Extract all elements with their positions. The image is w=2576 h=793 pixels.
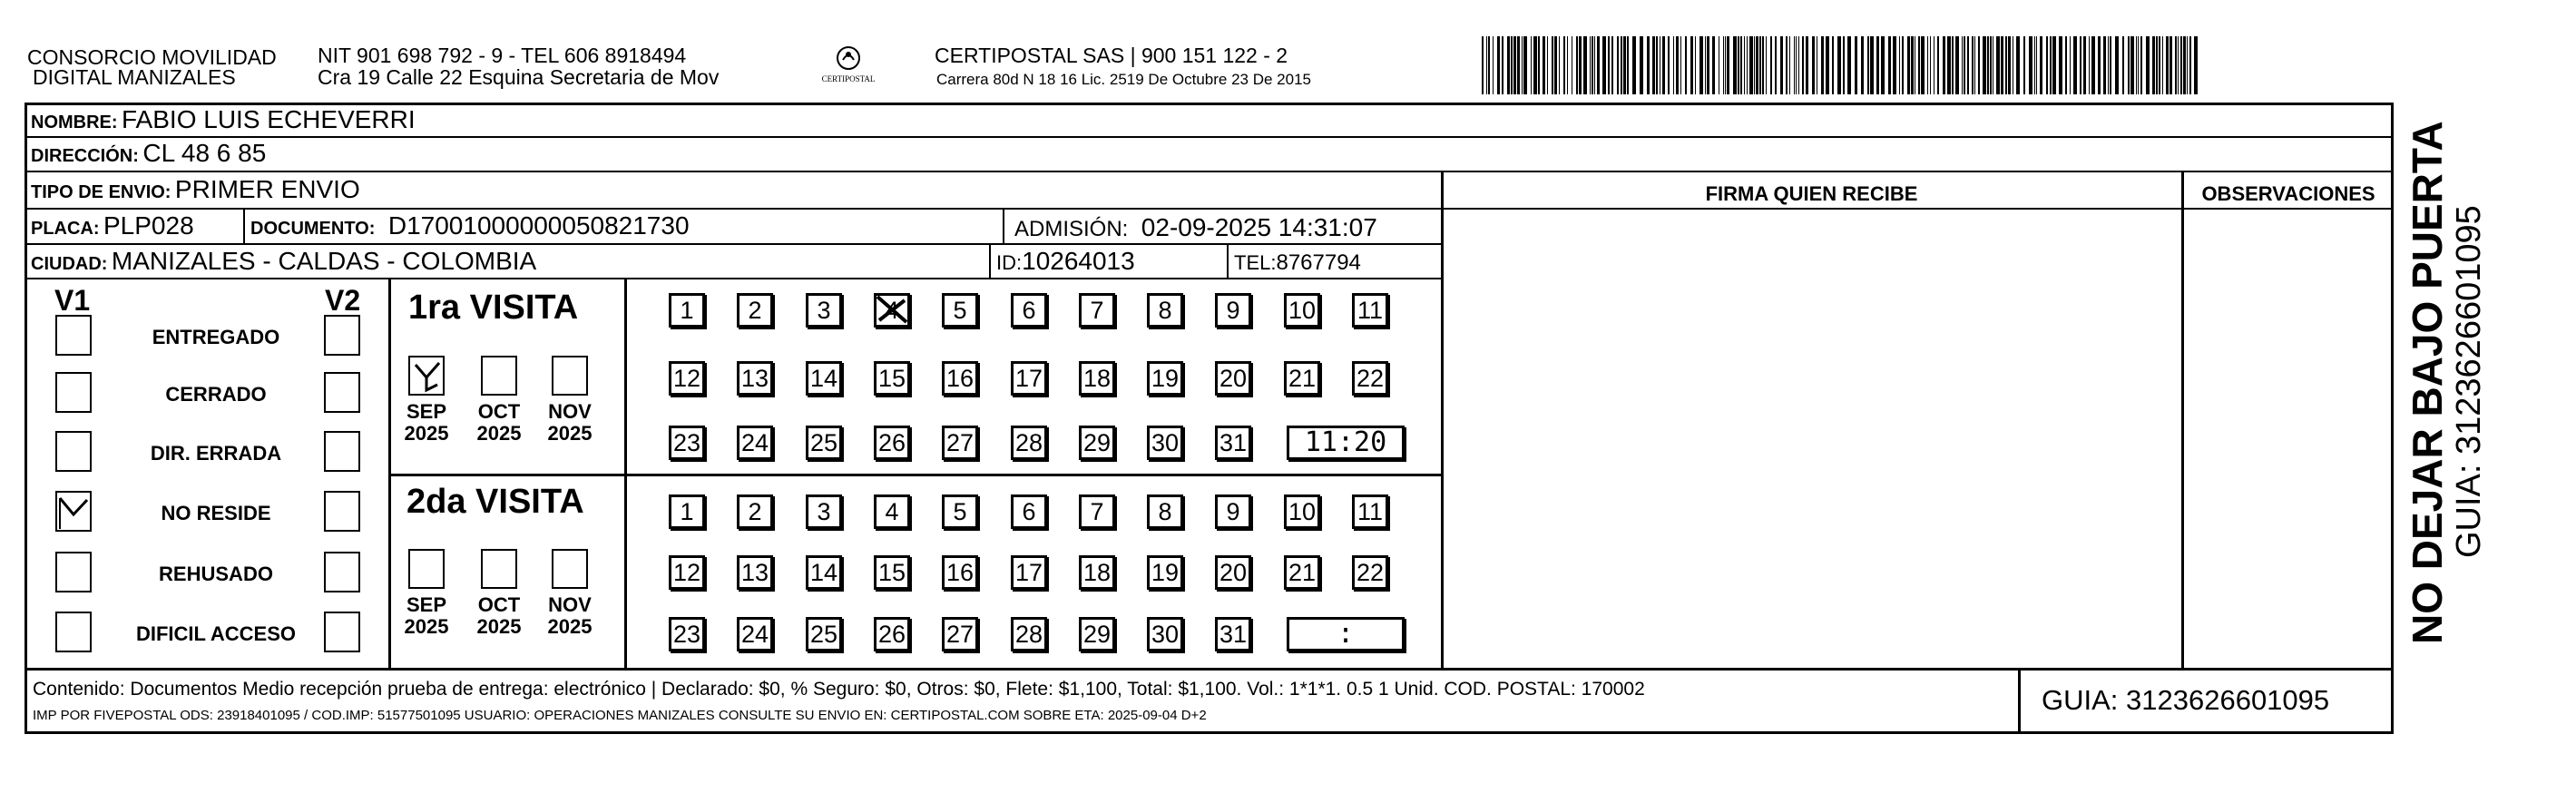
second-day-label: 1 bbox=[680, 498, 694, 525]
status-label-3: NO RESIDE bbox=[161, 502, 271, 524]
first-day-17[interactable] bbox=[1011, 361, 1047, 396]
second-day-label: 25 bbox=[809, 621, 838, 648]
placa-field bbox=[31, 211, 194, 240]
status-panel bbox=[25, 279, 388, 668]
first-day-label: 1 bbox=[680, 297, 694, 324]
logo-text: CERTIPOSTAL bbox=[821, 74, 876, 83]
first-day-label: 12 bbox=[672, 365, 701, 392]
second-month-checkbox-1[interactable] bbox=[481, 549, 517, 589]
first-day-label: 2 bbox=[748, 297, 762, 324]
first-day-9[interactable] bbox=[1215, 293, 1251, 328]
second-day-label: 17 bbox=[1014, 559, 1043, 586]
second-month-label-0 bbox=[399, 594, 454, 638]
first-day-21[interactable] bbox=[1284, 361, 1320, 396]
first-month-year-1: 2025 bbox=[476, 422, 522, 445]
ciudad-label: CIUDAD: bbox=[31, 254, 108, 274]
first-month-checkbox-2[interactable] bbox=[552, 356, 588, 396]
second-day-label: 11 bbox=[1357, 498, 1384, 525]
nombre-row bbox=[31, 105, 416, 136]
second-month-name-0: SEP bbox=[406, 593, 447, 616]
second-day-3[interactable] bbox=[806, 494, 842, 529]
ciudad-field bbox=[31, 247, 536, 276]
first-day-label: 23 bbox=[672, 429, 701, 456]
first-day-label: 13 bbox=[740, 365, 769, 392]
first-day-label: 20 bbox=[1219, 365, 1248, 392]
tipo-label: TIPO DE ENVIO: bbox=[31, 182, 171, 202]
first-month-label-0 bbox=[399, 401, 454, 445]
documento-field bbox=[250, 211, 690, 240]
second-day-1[interactable] bbox=[669, 494, 705, 529]
tipo-row bbox=[31, 175, 360, 206]
second-day-23[interactable] bbox=[669, 617, 705, 651]
second-day-label: 21 bbox=[1288, 559, 1317, 586]
first-day-label: 8 bbox=[1158, 297, 1172, 324]
second-day-label: 24 bbox=[740, 621, 769, 648]
first-day-4[interactable] bbox=[874, 293, 910, 328]
second-day-label: 18 bbox=[1082, 559, 1112, 586]
tel-field bbox=[1234, 250, 1361, 276]
second-day-8[interactable] bbox=[1147, 494, 1183, 529]
first-day-label: 24 bbox=[740, 429, 769, 456]
first-month-label-2 bbox=[543, 401, 597, 445]
first-day-label: 9 bbox=[1226, 297, 1240, 324]
second-day-label: 31 bbox=[1219, 621, 1248, 648]
second-day-25[interactable] bbox=[806, 617, 842, 651]
second-day-label: 27 bbox=[945, 621, 975, 648]
second-day-19[interactable] bbox=[1147, 555, 1183, 590]
id-field bbox=[996, 247, 1135, 276]
second-day-10[interactable] bbox=[1284, 494, 1320, 529]
first-day-3[interactable] bbox=[806, 293, 842, 328]
placa-value: PLP028 bbox=[103, 211, 194, 240]
second-month-year-0: 2025 bbox=[404, 615, 449, 638]
second-day-label: 6 bbox=[1022, 498, 1036, 525]
second-day-17[interactable] bbox=[1011, 555, 1047, 590]
second-day-label: 30 bbox=[1151, 621, 1180, 648]
first-day-6[interactable] bbox=[1011, 293, 1047, 328]
first-day-label: 30 bbox=[1151, 429, 1180, 456]
second-day-label: 19 bbox=[1151, 559, 1180, 586]
id-value: 10264013 bbox=[1022, 247, 1135, 275]
first-day-28[interactable] bbox=[1011, 426, 1047, 460]
second-month-checkbox-0[interactable] bbox=[408, 549, 445, 589]
second-visit-title: 2da VISITA bbox=[406, 483, 584, 521]
second-day-21[interactable] bbox=[1284, 555, 1320, 590]
second-day-24[interactable] bbox=[737, 617, 773, 651]
second-day-31[interactable] bbox=[1215, 617, 1251, 651]
tel-label: TEL: bbox=[1234, 251, 1277, 274]
admision-value: 02-09-2025 14:31:07 bbox=[1141, 213, 1377, 241]
second-day-label: 9 bbox=[1226, 498, 1240, 525]
second-day-26[interactable] bbox=[874, 617, 910, 651]
first-day-26[interactable] bbox=[874, 426, 910, 460]
company-name-line2: DIGITAL MANIZALES bbox=[33, 65, 236, 89]
v2-checkbox-2[interactable] bbox=[324, 431, 360, 472]
second-month-label-1 bbox=[472, 594, 526, 638]
documento-value: D17001000000050821730 bbox=[387, 211, 690, 240]
company-address: Cra 19 Calle 22 Esquina Secretaria de Mov bbox=[318, 65, 720, 89]
first-month-name-0: SEP bbox=[406, 400, 447, 423]
second-month-year-1: 2025 bbox=[476, 615, 522, 638]
second-month-year-2: 2025 bbox=[547, 615, 593, 638]
first-visit-title: 1ra VISITA bbox=[408, 289, 579, 327]
first-month-name-2: NOV bbox=[548, 400, 592, 423]
second-month-label-2 bbox=[543, 594, 597, 638]
ciudad-value: MANIZALES - CALDAS - COLOMBIA bbox=[111, 247, 537, 275]
second-day-9[interactable] bbox=[1215, 494, 1251, 529]
v2-checkbox-0[interactable] bbox=[324, 315, 360, 356]
status-label-2: DIR. ERRADA bbox=[150, 442, 282, 465]
first-day-label: 6 bbox=[1022, 297, 1036, 324]
second-day-2[interactable] bbox=[737, 494, 773, 529]
first-day-label: 14 bbox=[809, 365, 838, 392]
second-day-7[interactable] bbox=[1079, 494, 1115, 529]
footer-imp: IMP POR FIVEPOSTAL ODS: 23918401095 / COD.IMP: 51577501095 USUARIO: OPERACIONES MANIZALES CONSULTE SU ENVIO EN: CERTIPOSTAL.COM SOBRE ETA: 2025-09-04 D+2 bbox=[33, 708, 1207, 723]
tipo-value: PRIMER ENVIO bbox=[174, 175, 360, 203]
first-day-label: 3 bbox=[817, 297, 831, 324]
status-label-1: CERRADO bbox=[165, 383, 267, 406]
second-day-22[interactable] bbox=[1352, 555, 1388, 590]
second-day-28[interactable] bbox=[1011, 617, 1047, 651]
first-day-27[interactable] bbox=[942, 426, 978, 460]
second-day-label: 16 bbox=[945, 559, 975, 586]
second-day-4[interactable] bbox=[874, 494, 910, 529]
first-day-label: 10 bbox=[1288, 297, 1317, 324]
footer-contenido: Contenido: Documentos Medio recepción prueba de entrega: electrónico | Declarado: $0, % Seguro: $0, Otros: $0, Flete: $1,100, Total: $1,100. Vol.: 1*1*1. 0.5 1 Unid. COD. POSTAL: 170002 bbox=[33, 679, 1645, 700]
direccion-row bbox=[31, 139, 266, 170]
first-day-1[interactable] bbox=[669, 293, 705, 328]
second-day-15[interactable] bbox=[874, 555, 910, 590]
second-day-label: 28 bbox=[1014, 621, 1043, 648]
status-label-5: DIFICIL ACCESO bbox=[135, 622, 296, 645]
documento-label: DOCUMENTO: bbox=[250, 219, 376, 239]
footer-guia: GUIA: 3123626601095 bbox=[2042, 684, 2330, 716]
v1-checkbox-4[interactable] bbox=[55, 552, 92, 592]
second-day-label: 8 bbox=[1158, 498, 1172, 525]
v2-checkbox-4[interactable] bbox=[324, 552, 360, 592]
first-visit-time[interactable]: 11:20 bbox=[1287, 426, 1405, 460]
first-day-25[interactable] bbox=[806, 426, 842, 460]
second-day-label: 13 bbox=[740, 559, 769, 586]
first-day-8[interactable] bbox=[1147, 293, 1183, 328]
first-day-label: 25 bbox=[809, 429, 838, 456]
second-month-name-2: NOV bbox=[548, 593, 592, 616]
second-day-label: 10 bbox=[1288, 498, 1317, 525]
direccion-label: DIRECCIÓN: bbox=[31, 146, 139, 166]
v2-checkbox-5[interactable] bbox=[324, 612, 360, 652]
first-month-label-1 bbox=[472, 401, 526, 445]
company-name-line1: CONSORCIO MOVILIDAD bbox=[27, 45, 277, 69]
first-day-label: 7 bbox=[1090, 297, 1104, 324]
first-day-label: 28 bbox=[1014, 429, 1043, 456]
side-guia: GUIA: 3123626601095 bbox=[2450, 205, 2488, 558]
firma-header: FIRMA QUIEN RECIBE bbox=[1705, 182, 1918, 205]
observaciones-header: OBSERVACIONES bbox=[2201, 182, 2375, 205]
second-day-20[interactable] bbox=[1215, 555, 1251, 590]
first-month-year-2: 2025 bbox=[547, 422, 593, 445]
v1-checkbox-1[interactable] bbox=[55, 372, 92, 413]
first-day-label: 11 bbox=[1357, 297, 1384, 324]
barcode bbox=[1482, 36, 2208, 94]
second-month-checkbox-2[interactable] bbox=[552, 549, 588, 589]
first-day-11[interactable] bbox=[1352, 293, 1388, 328]
first-day-19[interactable] bbox=[1147, 361, 1183, 396]
first-day-label: 18 bbox=[1082, 365, 1112, 392]
side-no-dejar: NO DEJAR BAJO PUERTA bbox=[2404, 121, 2451, 644]
second-month-name-1: OCT bbox=[477, 593, 521, 616]
first-day-15[interactable] bbox=[874, 361, 910, 396]
second-day-18[interactable] bbox=[1079, 555, 1115, 590]
first-day-label: 21 bbox=[1288, 365, 1317, 392]
v1-checkbox-2[interactable] bbox=[55, 431, 92, 472]
second-day-27[interactable] bbox=[942, 617, 978, 651]
first-day-label: 19 bbox=[1151, 365, 1180, 392]
first-day-20[interactable] bbox=[1215, 361, 1251, 396]
v2-checkbox-1[interactable] bbox=[324, 372, 360, 413]
second-day-13[interactable] bbox=[737, 555, 773, 590]
second-day-label: 26 bbox=[877, 621, 906, 648]
second-day-14[interactable] bbox=[806, 555, 842, 590]
first-day-5[interactable] bbox=[942, 293, 978, 328]
second-day-30[interactable] bbox=[1147, 617, 1183, 651]
first-day-label: 31 bbox=[1219, 429, 1248, 456]
first-day-29[interactable] bbox=[1079, 426, 1115, 460]
v1-checkbox-0[interactable] bbox=[55, 315, 92, 356]
first-day-24[interactable] bbox=[737, 426, 773, 460]
first-day-label: 17 bbox=[1014, 365, 1043, 392]
first-day-18[interactable] bbox=[1079, 361, 1115, 396]
first-day-12[interactable] bbox=[669, 361, 705, 396]
first-day-14[interactable] bbox=[806, 361, 842, 396]
second-day-label: 15 bbox=[877, 559, 906, 586]
first-month-name-1: OCT bbox=[477, 400, 521, 423]
first-day-13[interactable] bbox=[737, 361, 773, 396]
second-day-29[interactable] bbox=[1079, 617, 1115, 651]
second-day-label: 5 bbox=[953, 498, 967, 525]
second-day-label: 14 bbox=[809, 559, 838, 586]
certipostal-logo bbox=[817, 40, 880, 94]
second-day-11[interactable] bbox=[1352, 494, 1388, 529]
second-day-label: 23 bbox=[672, 621, 701, 648]
first-month-year-0: 2025 bbox=[404, 422, 449, 445]
first-day-23[interactable] bbox=[669, 426, 705, 460]
tel-value: 8767794 bbox=[1276, 250, 1361, 275]
first-day-label: 26 bbox=[877, 429, 906, 456]
first-month-checkbox-0[interactable] bbox=[408, 356, 445, 396]
second-day-label: 20 bbox=[1219, 559, 1248, 586]
first-day-10[interactable] bbox=[1284, 293, 1320, 328]
v2-header: V2 bbox=[325, 284, 361, 317]
second-day-label: 22 bbox=[1356, 559, 1385, 586]
first-day-label: 4 bbox=[885, 297, 899, 324]
first-day-22[interactable] bbox=[1352, 361, 1388, 396]
first-day-label: 16 bbox=[945, 365, 975, 392]
v2-checkbox-3[interactable] bbox=[324, 491, 360, 532]
second-day-label: 3 bbox=[817, 498, 831, 525]
second-day-label: 4 bbox=[885, 498, 899, 525]
v1-checkbox-3[interactable] bbox=[55, 491, 92, 532]
first-month-checkbox-1[interactable] bbox=[481, 356, 517, 396]
second-day-label: 12 bbox=[672, 559, 701, 586]
first-day-16[interactable] bbox=[942, 361, 978, 396]
second-day-12[interactable] bbox=[669, 555, 705, 590]
certipostal-license: Carrera 80d N 18 16 Lic. 2519 De Octubre 23 De 2015 bbox=[936, 71, 1311, 88]
direccion-value: CL 48 6 85 bbox=[142, 139, 267, 167]
v1-header: V1 bbox=[54, 284, 91, 317]
first-day-label: 5 bbox=[953, 297, 967, 324]
admision-field bbox=[1014, 213, 1377, 242]
second-day-5[interactable] bbox=[942, 494, 978, 529]
id-label: ID: bbox=[996, 251, 1023, 274]
second-day-label: 7 bbox=[1090, 498, 1104, 525]
certipostal-info: CERTIPOSTAL SAS | 900 151 122 - 2 bbox=[935, 44, 1288, 67]
company-nit: NIT 901 698 792 - 9 - TEL 606 8918494 bbox=[318, 44, 687, 67]
v1-checkbox-5[interactable] bbox=[55, 612, 92, 652]
second-visit-time[interactable]: : bbox=[1287, 617, 1405, 651]
second-day-16[interactable] bbox=[942, 555, 978, 590]
first-day-label: 15 bbox=[877, 365, 906, 392]
placa-label: PLACA: bbox=[31, 219, 100, 239]
admision-label: ADMISIÓN: bbox=[1014, 217, 1129, 241]
first-day-31[interactable] bbox=[1215, 426, 1251, 460]
first-day-30[interactable] bbox=[1147, 426, 1183, 460]
nombre-value: FABIO LUIS ECHEVERRI bbox=[122, 105, 416, 133]
day-cross-mark bbox=[874, 293, 910, 328]
status-label-0: ENTREGADO bbox=[152, 326, 280, 348]
first-day-2[interactable] bbox=[737, 293, 773, 328]
nombre-label: NOMBRE: bbox=[31, 113, 118, 132]
second-day-label: 29 bbox=[1082, 621, 1112, 648]
first-day-label: 22 bbox=[1356, 365, 1385, 392]
status-label-4: REHUSADO bbox=[159, 563, 273, 585]
first-day-label: 29 bbox=[1082, 429, 1112, 456]
second-day-6[interactable] bbox=[1011, 494, 1047, 529]
first-day-7[interactable] bbox=[1079, 293, 1115, 328]
first-day-label: 27 bbox=[945, 429, 975, 456]
second-day-label: 2 bbox=[748, 498, 762, 525]
